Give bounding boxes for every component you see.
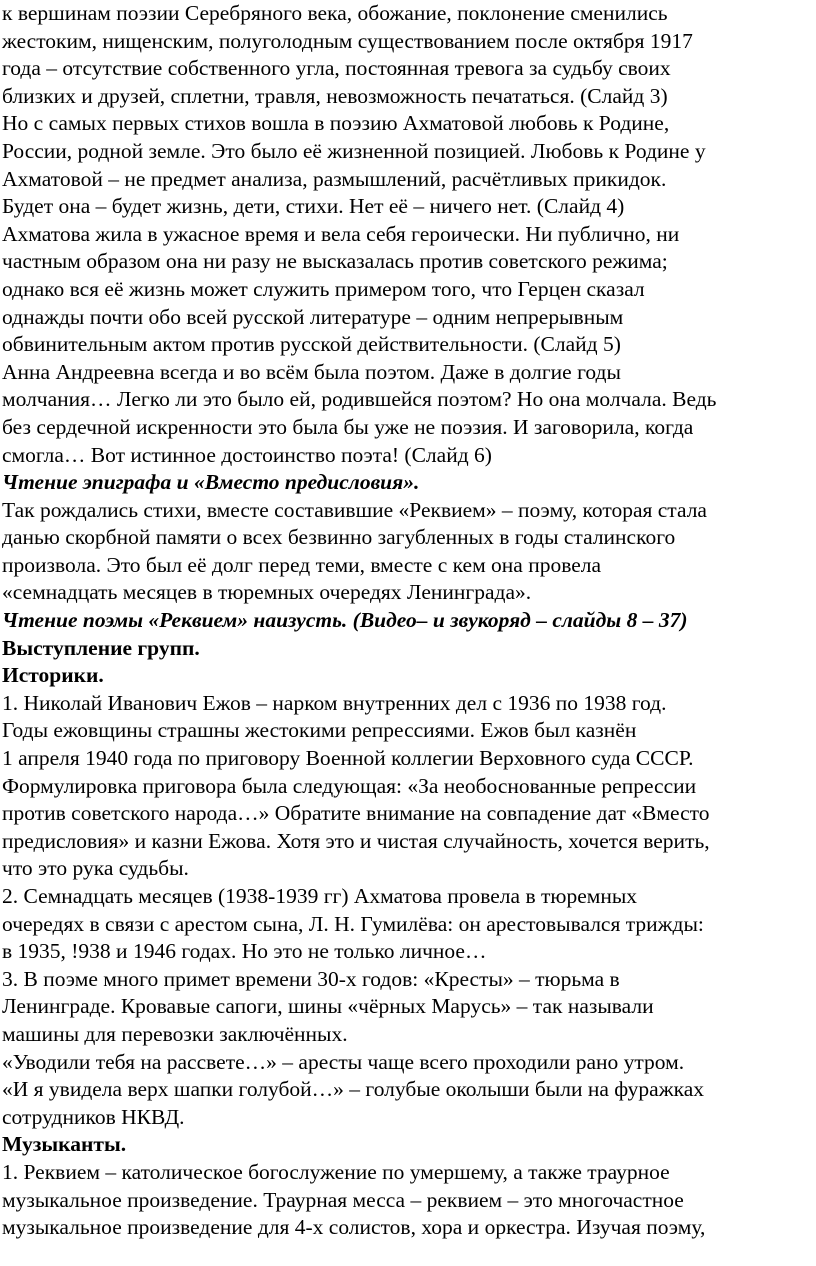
text-line: без сердечной искренности это была бы уже не поэзия. И заговорила, когда — [2, 414, 694, 439]
text-line: России, родной земле. Это было её жизненной позицией. Любовь к Родине у — [2, 138, 706, 163]
text-line: Ленинграде. Кровавые сапоги, шины «чёрных Марусь» – так называли — [2, 994, 654, 1019]
text-line: музыкальное произведение. Траурная месса – реквием – это многочастное — [2, 1187, 684, 1212]
section-heading-historians: Историки. — [2, 663, 104, 688]
text-line: частным образом она ни разу не высказалась против советского режима; — [2, 249, 668, 274]
text-line: против советского народа…» Обратите внимание на совпадение дат «Вместо — [2, 801, 710, 826]
text-line: Ахматова жила в ужасное время и вела себя героически. Ни публично, ни — [2, 221, 680, 246]
text-line: «Уводили тебя на рассвете…» – аресты чаще всего проходили рано утром. — [2, 1049, 685, 1074]
text-line: Годы ежовщины страшны жестокими репрессиями. Ежов был казнён — [2, 718, 637, 743]
text-line: 1. Николай Иванович Ежов – нарком внутренних дел с 1936 по 1938 год. — [2, 690, 667, 715]
text-line: 3. В поэме много примет времени 30-х годов: «Кресты» – тюрьма в — [2, 966, 620, 991]
section-heading-groups: Выступление групп. — [2, 635, 200, 660]
text-line: однажды почти обо всей русской литературе – одним непрерывным — [2, 304, 624, 329]
section-heading-requiem-reading: Чтение поэмы «Реквием» наизусть. (Видео– и звукоряд – слайды 8 – 37) — [2, 608, 688, 633]
text-line: очередях в связи с арестом сына, Л. Н. Гумилёва: он арестовывался трижды: — [2, 911, 704, 936]
text-line: «семнадцать месяцев в тюремных очередях Ленинграда». — [2, 580, 532, 605]
text-line: однако вся её жизнь может служить примером того, что Герцен сказал — [2, 276, 645, 301]
text-line: 1 апреля 1940 года по приговору Военной коллегии Верховного суда СССР. — [2, 746, 694, 771]
section-heading-epigraph: Чтение эпиграфа и «Вместо предисловия». — [2, 470, 420, 495]
text-line: Будет она – будет жизнь, дети, стихи. Нет её – ничего нет. (Слайд 4) — [2, 194, 625, 219]
text-line: Так рождались стихи, вместе составившие «Реквием» – поэму, которая стала — [2, 497, 707, 522]
text-line: к вершинам поэзии Серебряного века, обожание, поклонение сменились — [2, 1, 668, 25]
text-line: молчания… Легко ли это было ей, родившейся поэтом? Но она молчала. Ведь — [2, 387, 717, 412]
text-line: Формулировка приговора была следующая: «За необоснованные репрессии — [2, 773, 697, 798]
text-line: 2. Семнадцать месяцев (1938-1939 гг) Ахматова провела в тюремных — [2, 884, 638, 908]
text-line: в 1935, !938 и 1946 годах. Но это не только личное… — [2, 939, 487, 964]
text-line: музыкальное произведение для 4-х солистов, хора и оркестра. Изучая поэму, — [2, 1215, 706, 1240]
text-line: смогла… Вот истинное достоинство поэта! (Слайд 6) — [2, 442, 492, 467]
text-line: сотрудников НКВД. — [2, 1104, 185, 1129]
text-line: «И я увидела верх шапки голубой…» – голубые околыши были на фуражках — [2, 1077, 704, 1102]
text-line: произвола. Это был её долг перед теми, вместе с кем она провела — [2, 552, 602, 577]
text-line: машины для перевозки заключённых. — [2, 1021, 348, 1046]
text-line: жестоким, нищенским, полуголодным существованием после октября 1917 — [2, 28, 693, 53]
text-line: обвинительным актом против русской действительности. (Слайд 5) — [2, 332, 621, 357]
text-line: Анна Андреевна всегда и во всём была поэтом. Даже в долгие годы — [2, 359, 621, 384]
section-heading-musicians: Музыканты. — [2, 1132, 127, 1157]
text-line: предисловия» и казни Ежова. Хотя это и чистая случайность, хочется верить, — [2, 828, 710, 853]
text-line: близких и друзей, сплетни, травля, невозможность печататься. (Слайд 3) — [2, 83, 668, 108]
text-line: Но с самых первых стихов вошла в поэзию Ахматовой любовь к Родине, — [2, 111, 670, 136]
text-line: года – отсутствие собственного угла, постоянная тревога за судьбу своих — [2, 56, 671, 81]
text-line: данью скорбной памяти о всех безвинно загубленных в годы сталинского — [2, 525, 676, 550]
text-line: 1. Реквием – католическое богослужение по умершему, а также траурное — [2, 1159, 670, 1184]
text-line: что это рука судьбы. — [2, 856, 189, 881]
text-line: Ахматовой – не предмет анализа, размышлений, расчётливых прикидок. — [2, 166, 667, 191]
